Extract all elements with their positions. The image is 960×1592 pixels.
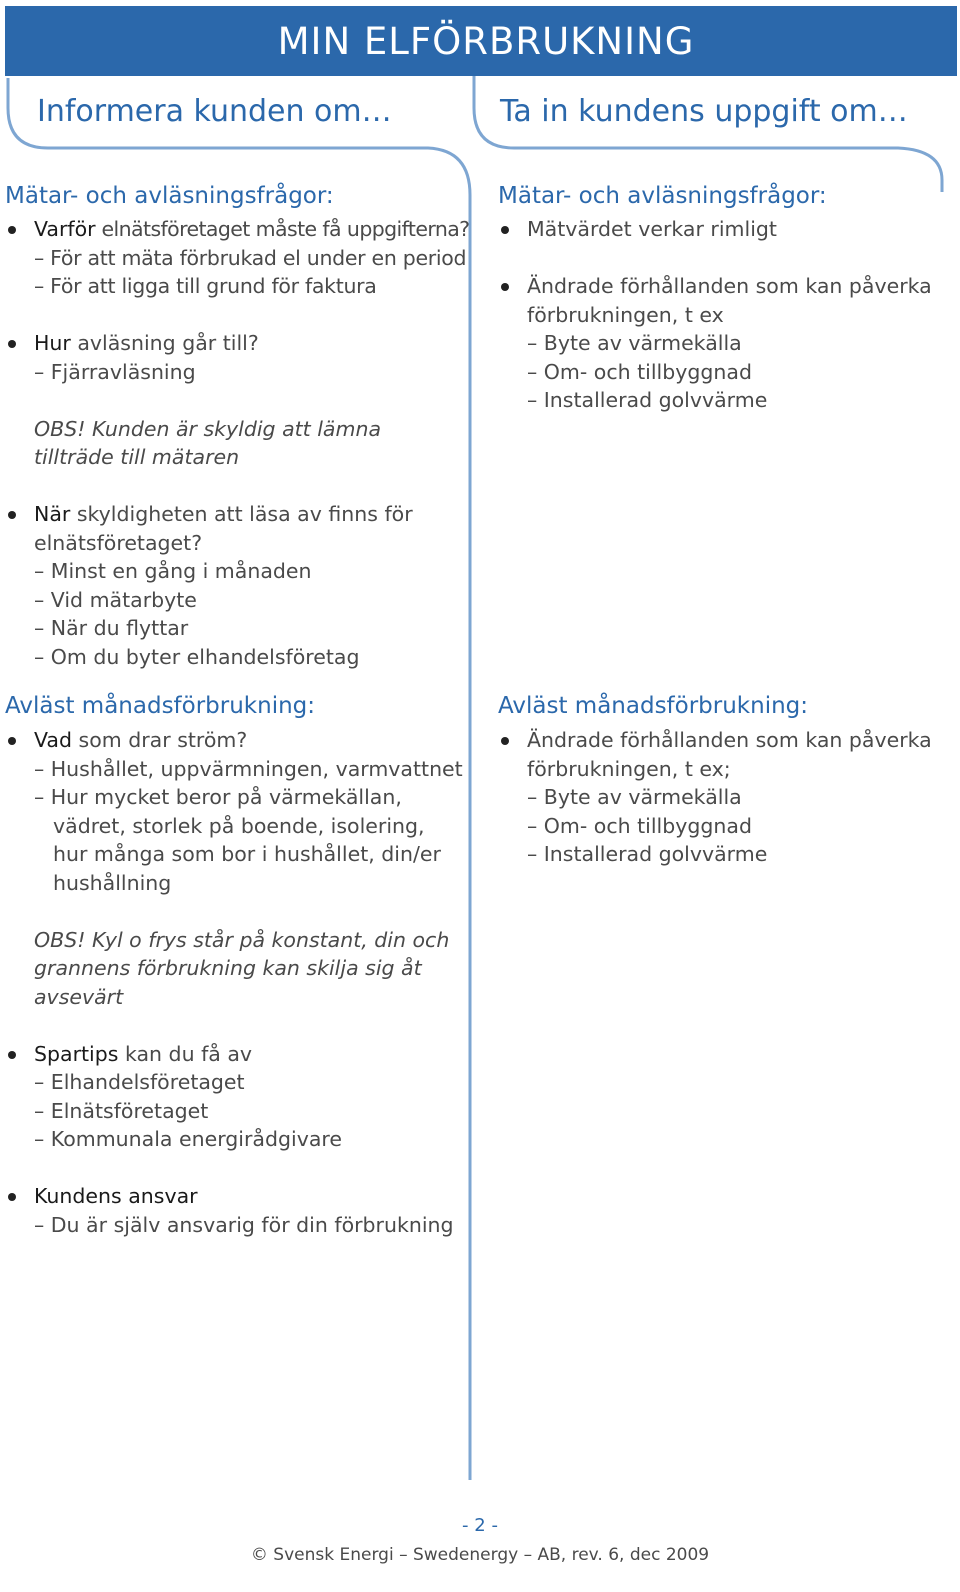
list-item: Ändrade förhållanden som kan påverka <box>498 726 932 755</box>
bullet-text: skyldigheten att läsa av finns för <box>70 502 413 526</box>
sub-item-continuation: hushållning <box>53 870 172 895</box>
sub-item-continuation: vädret, storlek på boende, isolering, <box>53 813 425 838</box>
bullet-lead: När <box>34 502 71 526</box>
bullet-text: kan du få av <box>118 1041 253 1066</box>
left-column-heading: Informera kunden om… <box>37 94 392 129</box>
copyright-line: © Svensk Energi – Swedenergy – AB, rev. 6, dec 2009 <box>250 1545 710 1565</box>
sub-item: – Vid mätarbyte <box>34 587 197 612</box>
title-banner <box>5 6 957 76</box>
right-section-monthly-body <box>498 726 932 869</box>
obs-note: grannens förbrukning kan skilja sig åt <box>34 956 422 980</box>
list-item <box>5 1182 463 1211</box>
sub-item: – Elnätsföretaget <box>34 1098 209 1123</box>
list-item <box>5 1040 463 1069</box>
sub-item: – Kommunala energirådgivare <box>34 1127 342 1151</box>
bullet-text: elnätsföretaget måste få uppgifterna? <box>95 217 470 241</box>
sub-item: – Byte av värmekälla <box>527 331 742 355</box>
left-section-meter-body <box>5 215 469 671</box>
obs-note: tillträde till mätaren <box>34 445 240 469</box>
bullet-continuation: förbrukningen, t ex <box>527 302 724 327</box>
right-section-title-monthly: Avläst månadsförbrukning: <box>498 693 809 719</box>
right-section-meter-body <box>498 215 932 415</box>
bullet-lead: Vad <box>34 728 73 752</box>
sub-item: – För att mäta förbrukad el under en period <box>34 245 467 270</box>
list-item <box>5 215 469 244</box>
sub-item: – Om du byter elhandelsföretag <box>34 644 360 669</box>
sub-item: – Minst en gång i månaden <box>34 559 312 583</box>
left-section-title-meter: Mätar- och avläsningsfrågor: <box>5 183 334 209</box>
bullet-text: avläsning går till? <box>70 331 259 355</box>
sub-item: – Du är själv ansvarig för din förbrukning <box>34 1212 454 1237</box>
sub-item: – Byte av värmekälla <box>527 785 742 809</box>
bullet-lead: Varför <box>34 217 96 241</box>
bullet-lead: Kundens ansvar <box>34 1184 198 1208</box>
list-item <box>5 329 469 358</box>
right-section-title-meter: Mätar- och avläsningsfrågor: <box>498 183 827 209</box>
bullet-text: som drar ström? <box>72 728 248 752</box>
sub-item: – Hur mycket beror på värmekällan, <box>34 785 402 809</box>
list-item: Ändrade förhållanden som kan påverka <box>498 272 932 301</box>
obs-note: OBS! Kyl o frys står på konstant, din och <box>34 927 450 952</box>
bullet-lead: Spartips <box>34 1041 119 1066</box>
right-column-heading: Ta in kundens uppgift om… <box>500 94 908 129</box>
list-item <box>5 726 463 755</box>
sub-item: – Hushållet, uppvärmningen, varmvattnet <box>34 756 463 781</box>
sub-item: – För att ligga till grund för faktura <box>34 274 377 298</box>
sub-item: – Om- och tillbyggnad <box>527 813 752 838</box>
page-title: MIN ELFÖRBRUKNING <box>277 20 695 63</box>
bullet-continuation: förbrukningen, t ex; <box>527 756 731 781</box>
left-section-title-monthly: Avläst månadsförbrukning: <box>5 693 316 719</box>
sub-item: – Om- och tillbyggnad <box>527 359 752 384</box>
obs-note: OBS! Kunden är skyldig att lämna <box>34 416 382 441</box>
bullet-continuation: elnätsföretaget? <box>34 530 203 555</box>
sub-item: – Fjärravläsning <box>34 359 196 384</box>
bullet-lead: Hur <box>34 331 71 355</box>
list-item: Mätvärdet verkar rimligt <box>498 215 932 244</box>
list-item <box>5 500 469 529</box>
obs-note: avsevärt <box>34 984 124 1009</box>
sub-item: – Elhandelsföretaget <box>34 1070 245 1094</box>
sub-item: – Installerad golvvärme <box>527 388 768 412</box>
sub-item: – Installerad golvvärme <box>527 842 768 866</box>
sub-item: – När du flyttar <box>34 616 189 640</box>
left-section-monthly-body <box>5 726 463 1239</box>
sub-item-continuation: hur många som bor i hushållet, din/er <box>53 842 441 866</box>
page-number: - 2 - <box>462 1515 498 1536</box>
